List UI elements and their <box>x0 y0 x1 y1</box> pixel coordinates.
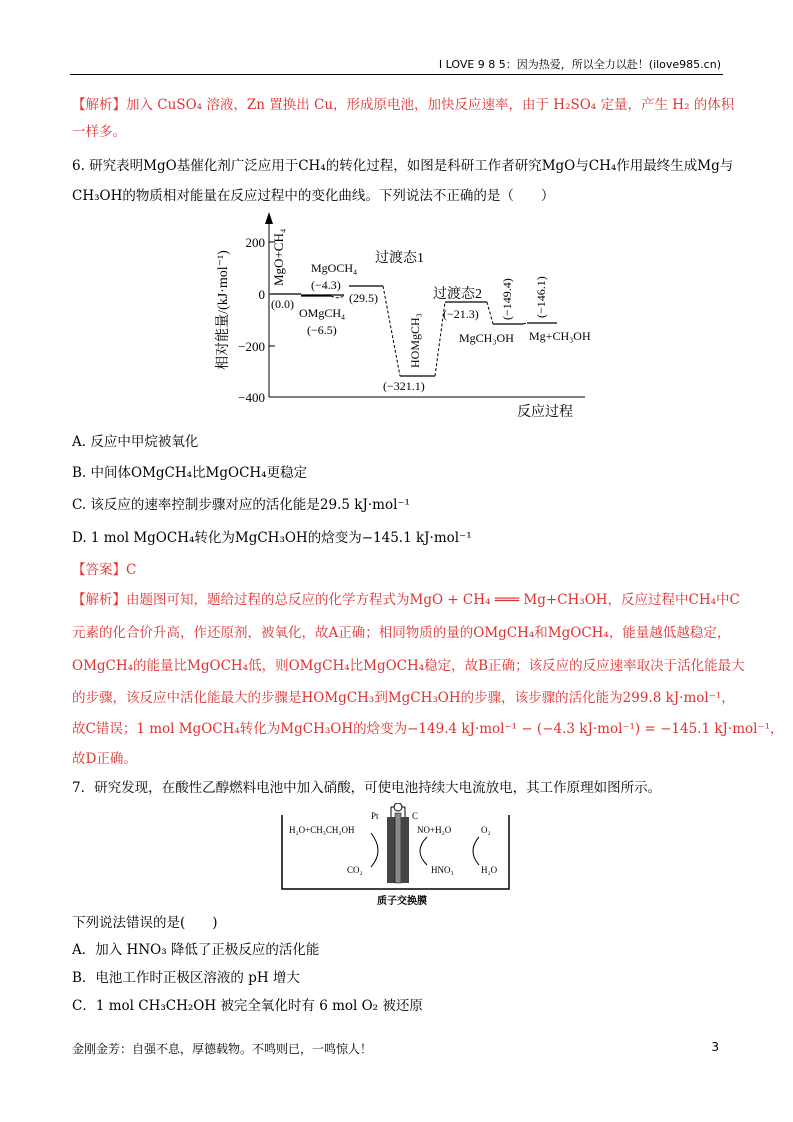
option-6b: B. 中间体OMgCH₄比MgOCH₄更稳定 <box>72 465 308 481</box>
option-7a: A．加入 HNO₃ 降低了正极反应的活化能 <box>72 942 320 958</box>
proton-exchange-membrane <box>395 813 401 883</box>
hno3-label: HNO₃ <box>431 865 454 875</box>
value-mgoch4: (−4.3) <box>311 278 341 292</box>
membrane-label: 质子交换膜 <box>377 896 427 907</box>
right-arrow-2 <box>473 837 479 865</box>
question-6-line-1: 6. 研究表明MgO基催化剂广泛应用于CH₄的转化过程，如图是科研工作者研究MgO与CH₄作用最终生成Mg与 <box>72 158 734 174</box>
ytick-label-neg400: −400 <box>238 390 265 405</box>
value-homgch3: (−321.1) <box>383 379 425 393</box>
page-footer: 金刚金芳：自强不息，厚德载物。不鸣则已，一鸣惊人！ <box>72 1042 373 1056</box>
answer-6: 【答案】C <box>72 562 137 578</box>
analysis-line-1: 【解析】加入 CuSO₄ 溶液，Zn 置换出 Cu，形成原电池，加快反应速率，由于 H₂SO₄ 定量，产生 H₂ 的体积 <box>72 97 735 113</box>
load-icon <box>394 803 402 811</box>
question-7: 7．研究发现，在酸性乙醇燃料电池中加入硝酸，可使电池持续大电流放电，其工作原理如图所示。 <box>72 780 662 796</box>
label-ts1: 过渡态1 <box>375 251 424 266</box>
label-ts2: 过渡态2 <box>433 287 482 302</box>
c-electrode <box>401 817 409 883</box>
value-ts1: (29.5) <box>349 291 378 305</box>
right-arrow-1 <box>420 837 427 865</box>
analysis-line-2: 一样多。 <box>72 124 126 140</box>
label-mgch3oh: MgCH₃OH <box>459 331 514 345</box>
analysis-6-line-4: 的步骤，该反应中活化能最大的步骤是HOMgCH₃到MgCH₃OH的步骤，该步骤的活化能为299.8 kJ·mol⁻¹， <box>72 690 735 706</box>
option-6c: C. 该反应的速率控制步骤对应的活化能是29.5 kJ·mol⁻¹ <box>72 497 410 513</box>
page-header: I LOVE 9 8 5：因为热爱，所以全力以赴！(ilove985.cn) <box>438 58 721 71</box>
analysis-6-line-6: 故D正确。 <box>72 751 137 767</box>
value-mgo-ch4: (0.0) <box>271 297 294 311</box>
left-arrow <box>371 833 378 867</box>
option-6a: A. 反应中甲烷被氧化 <box>72 434 199 450</box>
o2-label: O₂ <box>481 825 491 835</box>
h2o-label: H₂O <box>481 865 498 875</box>
value-omgch4: (−6.5) <box>307 323 337 337</box>
option-6d: D. 1 mol MgOCH₄转化为MgCH₃OH的焓变为−145.1 kJ·mol⁻¹ <box>72 530 472 546</box>
value-ts2: (−21.3) <box>443 307 479 321</box>
analysis-6-line-2: 元素的化合价升高，作还原剂，被氧化，故A正确；相同物质的量的OMgCH₄和MgOCH₄，能量越低越稳定， <box>72 625 731 641</box>
option-7c: C．1 mol CH₃CH₂OH 被完全氧化时有 6 mol O₂ 被还原 <box>72 998 423 1014</box>
y-axis-label: 相对能量/(kJ·mol⁻¹) <box>216 250 231 370</box>
x-axis-label: 反应过程 <box>517 405 573 420</box>
value-mg-ch3oh: (−146.1) <box>534 276 548 318</box>
option-7b: B．电池工作时正极区溶液的 pH 增大 <box>72 970 300 986</box>
ytick-label-0: 0 <box>258 287 265 302</box>
label-omgch4: OMgCH₄ <box>299 306 346 320</box>
pt-label: Pt <box>371 811 379 821</box>
label-mgoch4: MgOCH₄ <box>311 261 358 275</box>
left-top-label: H₂O+CH₃CH₂OH <box>289 825 355 835</box>
label-mgo-ch4: MgO+CH₄ <box>271 228 286 286</box>
ytick-label-200: 200 <box>245 235 265 250</box>
question-6-line-2: CH₃OH的物质相对能量在反应过程中的变化曲线。下列说法不正确的是（ ） <box>72 188 555 204</box>
page-number: 3 <box>711 1040 719 1054</box>
left-bottom-label: CO₂ <box>347 865 363 875</box>
analysis-6-line-3: OMgCH₄的能量比MgOCH₄低，则OMgCH₄比MgOCH₄稳定，故B正确；该反应的反应速率取决于活化能最大 <box>72 658 745 674</box>
ytick-label-neg200: −200 <box>238 339 265 354</box>
label-mg-ch3oh: Mg+CH₃OH <box>529 329 591 343</box>
right-mid-label: NO+H₂O <box>417 825 452 835</box>
header-rule <box>70 74 723 75</box>
y-axis-arrow <box>265 212 273 224</box>
question-7-prompt: 下列说法错误的是( ) <box>72 915 218 931</box>
pt-electrode <box>387 817 395 883</box>
energy-profile-chart <box>205 210 595 425</box>
label-homgch3: HOMgCH₃ <box>408 313 422 368</box>
c-label: C <box>412 811 419 821</box>
analysis-6-line-1: 【解析】由题图可知，题给过程的总反应的化学方程式为MgO + CH₄ ═══ Mg+CH₃OH，反应过程中CH₄中C <box>72 592 740 608</box>
analysis-6-line-5: 故C错误；1 mol MgOCH₄转化为MgCH₃OH的焓变为−149.4 kJ·mol⁻¹ − (−4.3 kJ·mol⁻¹) = −145.1 kJ·mol⁻¹， <box>72 721 784 737</box>
value-mgch3oh: (−149.4) <box>500 278 514 320</box>
fuel-cell-diagram <box>277 803 517 911</box>
